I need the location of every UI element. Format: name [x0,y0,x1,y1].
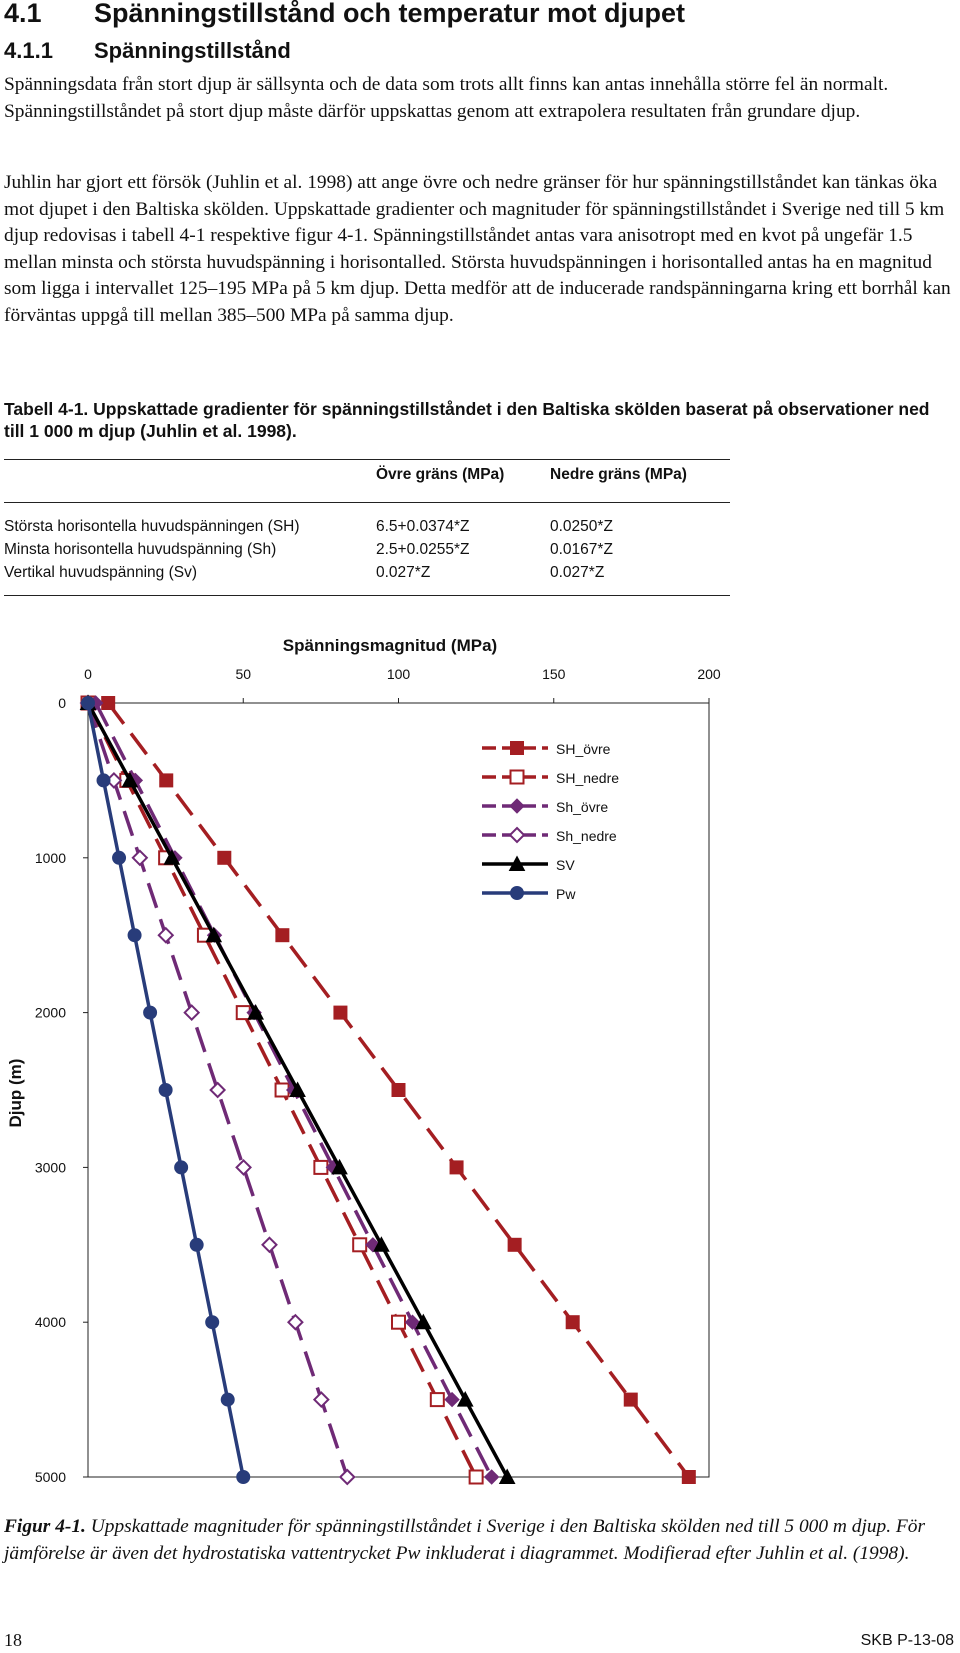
point-pw [221,1393,234,1406]
subsection-number: 4.1.1 [4,38,53,63]
page-number: 18 [4,1630,22,1650]
y-tick-label: 3000 [34,1159,66,1176]
legend-label-sv: SV [556,857,575,873]
legend-label-sh-vre: Sh_övre [556,799,609,815]
y-tick-label: 4000 [34,1314,66,1331]
point-sh-nedre [237,1160,251,1174]
point-sh-vre [218,851,231,864]
subsection-title: Spänningstillstånd [94,38,291,63]
y-tick-label: 0 [58,695,66,711]
point-sh-nedre [133,851,147,865]
section-number: 4.1 [4,0,42,28]
table-cell: 0.027*Z [376,562,550,596]
point-pw [237,1471,250,1484]
subsection-heading [4,38,291,64]
point-sh-vre [450,1161,463,1174]
point-sh-nedre [159,928,173,942]
point-sh-vre [102,697,115,710]
y-tick-label: 5000 [34,1469,66,1485]
point-sh-nedre [288,1315,302,1329]
table-cell: 0.0167*Z [550,541,613,558]
table-row [4,539,730,562]
legend-marker-sh-nedre [511,771,524,784]
table-caption-label: Tabell 4-1. [4,399,89,419]
table-cell: 2.5+0.0255*Z [376,541,470,558]
y-tick-label: 2000 [34,1004,66,1021]
point-sh-vre [334,1006,347,1019]
point-sh-vre [508,1238,521,1251]
table-row [4,503,730,540]
paragraph-2: Juhlin har gjort ett försök (Juhlin et al. 1998) att ange övre och nedre gränser för hur spänningstillståndet kan tänkas öka mot djupet i den Baltiska skölden. Uppskattade gradienter och magnituder för spänningstillståndet i Sverige ned till 5 km djup redovisas i tabell 4-1 respektive figur 4-1. Spänningstillståndet antas vara anisotropt med en kvot på ungefär 1.5 mellan minsta och största huvudspänning i horisontalled. Största huvudspänningen i horisontalled antas ha en magnitud som ligga i intervallet 125–195 MPa på 5 km djup. Detta medför att de inducerade randspänningarna kring ett borrhål kan förväntas uppgå till mellan 385–500 MPa på samma djup. [4,172,951,326]
point-pw [190,1238,203,1251]
point-sh-vre [392,1084,405,1097]
legend-label-sh-vre: SH_övre [556,741,611,757]
point-sh-vre [624,1393,637,1406]
table-cell: 0.0250*Z [550,518,613,535]
point-pw [128,929,141,942]
point-sv [458,1392,473,1406]
table-cell: Minsta horisontella huvudspänning (Sh) [4,541,277,558]
table-header-row [4,460,730,503]
paragraph-1: Spänningsdata från stort djup är sällsynta och de data som trots allt finns kan antas innehålla större fel än normalt. Spänningstillståndet på stort djup måste därför uppskattas genom att extrapolera resultaten från grundare djup. [4,74,889,122]
point-pw [144,1006,157,1019]
point-pw [82,697,95,710]
table-cell: Största horisontella huvudspänningen (SH) [4,518,300,535]
y-tick-label: 1000 [34,849,66,866]
stress-gradient-table [4,459,730,596]
table-row [4,562,730,596]
section-title: Spänningstillstånd och temperatur mot djupet [94,0,686,28]
legend-marker-pw [511,887,524,900]
point-pw [175,1161,188,1174]
stress-depth-chart [0,618,960,1508]
table-cell: Vertikal huvudspänning (Sv) [4,562,376,596]
figure-caption-text: Uppskattade magnituder för spänningstillståndet i Sverige i den Baltiska skölden ned till 5 000 m djup. För jämförelse är även det hydrostatiska vattentrycket Pw inkluderat i diagrammet. Modifierad efter Juhlin et al. (1998). [4,1516,926,1564]
table-header-upper: Övre gräns (MPa) [376,460,550,503]
x-tick-label: 200 [697,666,721,682]
legend-marker-sh-vre [510,799,524,813]
point-sh-nedre [353,1238,366,1251]
point-sh-nedre [470,1471,483,1484]
section-heading [4,0,685,29]
point-pw [97,774,110,787]
point-pw [113,851,126,864]
table-header-empty [4,460,376,503]
x-tick-label: 100 [386,666,411,682]
legend-marker-sh-nedre [510,828,524,842]
table-cell: 6.5+0.0374*Z [376,518,470,535]
table-caption [4,398,944,442]
point-sh-nedre [185,1006,199,1020]
legend-label-sh-nedre: SH_nedre [556,770,620,786]
point-sh-vre [276,929,289,942]
point-sh-vre [682,1471,695,1484]
point-pw [206,1316,219,1329]
legend-marker-sh-vre [511,742,524,755]
legend-label-sh-nedre: Sh_nedre [556,828,617,844]
point-sh-vre [160,774,173,787]
point-sh-vre [485,1470,499,1484]
table-cell: 0.027*Z [550,562,730,596]
legend-label-pw: Pw [556,886,576,902]
x-tick-label: 50 [235,666,252,682]
point-pw [159,1084,172,1097]
report-id: SKB P-13-08 [860,1632,954,1649]
point-sh-nedre [314,1393,328,1407]
point-sh-nedre [211,1083,225,1097]
table-header-lower: Nedre gräns (MPa) [550,460,730,503]
figure-caption-label: Figur 4-1. [4,1516,86,1537]
point-sh-vre [566,1316,579,1329]
x-tick-label: 0 [84,666,92,682]
x-tick-label: 150 [542,666,566,682]
point-sh-nedre [340,1470,354,1484]
point-sh-vre [445,1393,459,1407]
point-sh-nedre [431,1393,444,1406]
table-caption-text: Uppskattade gradienter för spänningstillståndet i den Baltiska skölden baserat på observationer ned till 1 000 m djup (Juhlin et al. 1998). [4,399,930,441]
point-sh-nedre [262,1238,276,1252]
point-sh-nedre [392,1316,405,1329]
figure-caption [4,1514,944,1567]
chart-title: Spänningsmagnitud (MPa) [282,636,498,655]
point-sh-nedre [314,1161,327,1174]
y-axis-label: Djup (m) [6,1058,25,1128]
